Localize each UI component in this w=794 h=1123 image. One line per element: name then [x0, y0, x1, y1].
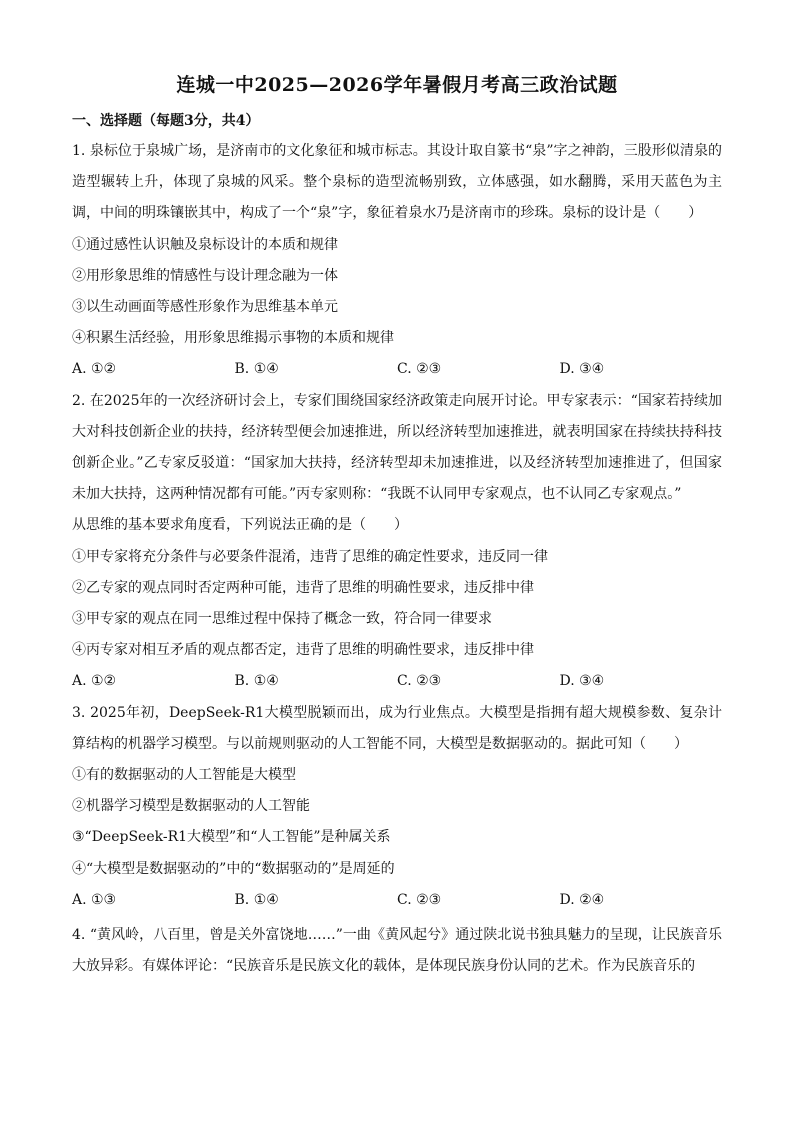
answer-choices	[72, 354, 722, 385]
statement-option: ④积累生活经验，用形象思维揭示事物的本质和规律	[72, 330, 394, 347]
question-3	[72, 698, 722, 916]
question-stem: 4. “黄风岭，八百里，曾是关外富饶地……”一曲《黄风起兮》通过陕北说书独具魅力的呈现，让民族音乐大放异彩。有媒体评论：“民族音乐是民族文化的载体，是体现民族身份认同的艺术。作为民族音乐的	[72, 927, 722, 975]
statement-option: ②机器学习模型是数据驱动的人工智能	[72, 798, 310, 815]
choice-a: A. ①③	[72, 891, 117, 908]
statement-option: ①甲专家将充分条件与必要条件混淆，违背了思维的确定性要求，违反同一律	[72, 548, 548, 565]
statement-option: ③“DeepSeek-R1大模型”和“人工智能”是种属关系	[72, 829, 391, 846]
statement-option: ③以生动画面等感性形象作为思维基本单元	[72, 299, 338, 316]
statement-option: ①通过感性认识触及泉标设计的本质和规律	[72, 236, 338, 253]
question-stem: 3. 2025年初，DeepSeek-R1大模型脱颖而出，成为行业焦点。大模型是指拥有超大规模参数、复杂计算结构的机器学习模型。与以前规则驱动的人工智能不同，大模型是数据驱动的。据此可知（ ）	[72, 704, 722, 752]
question-list	[72, 136, 722, 982]
choice-d: D. ③④	[559, 673, 605, 690]
statement-option: ③甲专家的观点在同一思维过程中保持了概念一致，符合同一律要求	[72, 611, 492, 628]
choice-b: B. ①④	[234, 891, 279, 908]
section-heading: 一、选择题（每题3分，共4）	[72, 113, 260, 129]
statement-option: ④“大模型是数据驱动的”中的“数据驱动的”是周延的	[72, 860, 395, 877]
choice-a: A. ①②	[72, 673, 117, 690]
answer-choices	[72, 666, 722, 697]
question-4	[72, 920, 722, 982]
choice-c: C. ②③	[397, 361, 442, 378]
question-prompt: 从思维的基本要求角度看，下列说法正确的是（ ）	[72, 517, 408, 534]
statement-option: ②乙专家的观点同时否定两种可能，违背了思维的明确性要求，违反排中律	[72, 579, 534, 596]
statement-option: ④丙专家对相互矛盾的观点都否定，违背了思维的明确性要求，违反排中律	[72, 642, 534, 659]
question-2	[72, 386, 722, 698]
statement-option: ①有的数据驱动的人工智能是大模型	[72, 767, 296, 784]
question-stem: 2. 在2025年的一次经济研讨会上，专家们围绕国家经济政策走向展开讨论。甲专家表示：“国家若持续加大对科技创新企业的扶持，经济转型便会加速推进，所以经济转型加速推进，就表明国家在持续扶持科技创新企业。”乙专家反驳道：“国家加大扶持，经济转型却未加速推进，以及经济转型加速推进了，但国家未加大扶持，这两种情况都有可能。”丙专家则称：“我既不认同甲专家观点，也不认同乙专家观点。”	[72, 392, 722, 503]
question-1	[72, 136, 722, 386]
choice-c: C. ②③	[397, 673, 442, 690]
choice-b: B. ①④	[234, 361, 279, 378]
choice-d: D. ②④	[559, 891, 605, 908]
answer-choices	[72, 885, 722, 916]
choice-c: C. ②③	[397, 891, 442, 908]
choice-d: D. ③④	[559, 361, 605, 378]
choice-b: B. ①④	[234, 673, 279, 690]
page-title: 连城一中2025—2026学年暑假月考高三政治试题	[176, 74, 618, 96]
question-stem: 1. 泉标位于泉城广场，是济南市的文化象征和城市标志。其设计取自篆书“泉”字之神韵，三股形似清泉的造型辗转上升，体现了泉城的风采。整个泉标的造型流畅别致，立体感强，如水翻腾，采用天蓝色为主调，中间的明珠镶嵌其中，构成了一个“泉”字，象征着泉水乃是济南市的珍珠。泉标的设计是（ ）	[72, 143, 722, 222]
statement-option: ②用形象思维的情感性与设计理念融为一体	[72, 267, 338, 284]
choice-a: A. ①②	[72, 361, 117, 378]
